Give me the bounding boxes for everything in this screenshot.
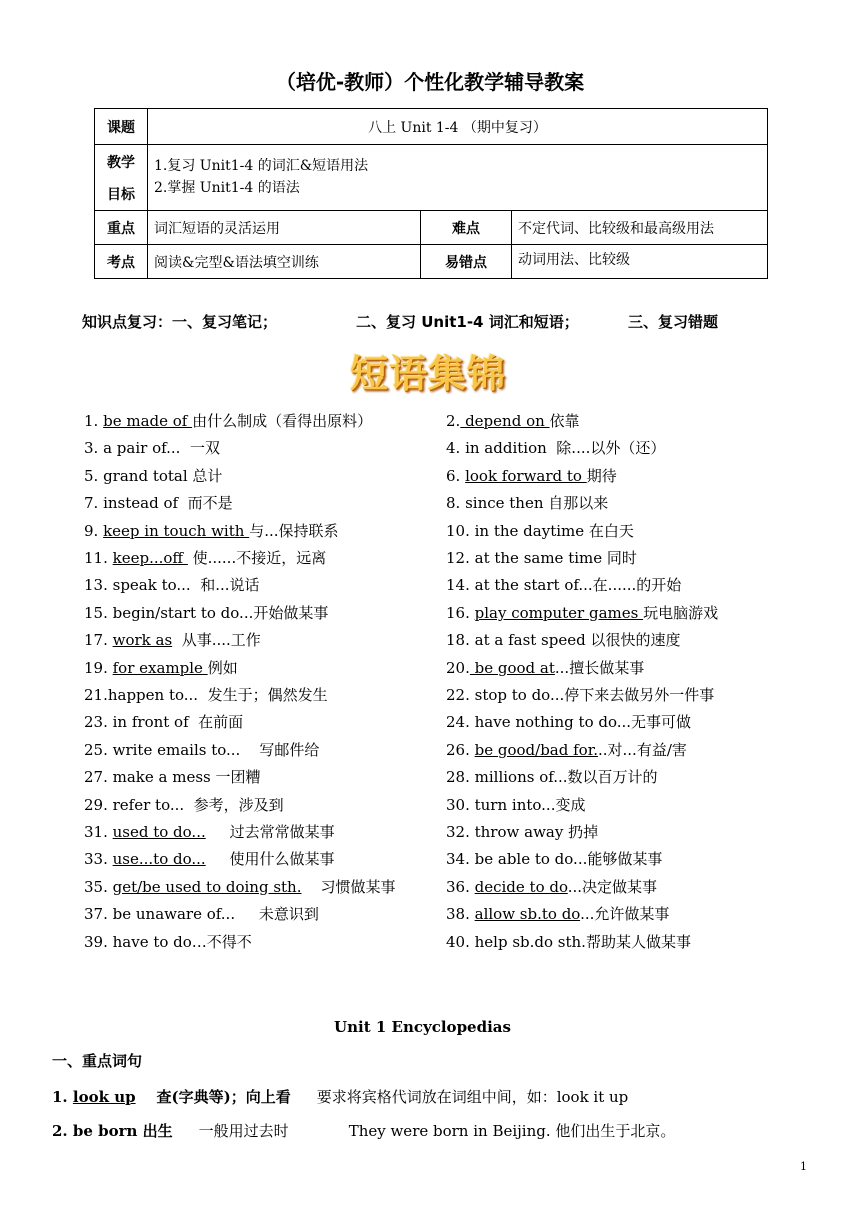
phrase-meaning: 使用什么做某事 [205,850,335,869]
goal-label [95,145,148,211]
exam-value: 阅读&完型&语法填空训练 [148,245,421,279]
phrase-prefix: 24. have nothing to do...无事可做 [446,713,692,732]
phrase-prefix: 3. a pair of... 一双 [84,439,220,458]
phrase-item-right [446,412,580,430]
phrase-item-right [446,823,598,841]
phrase-prefix: 2. [446,412,461,430]
phrase-item-left [84,850,335,868]
review-part-3: 三、复习错题 [628,313,719,331]
phrase-underlined: look forward to [465,466,587,485]
phrase-item-right [446,467,617,485]
phrase-prefix: 23. in front of 在前面 [84,713,244,732]
phrase-item-right [446,741,687,759]
phrase-underlined: used to do... [112,823,206,841]
phrase-item-right [446,878,657,896]
phrase-prefix: 35. [84,877,113,896]
key-item-1-num: 1. [52,1088,73,1106]
phrase-prefix: 29. refer to... 参考，涉及到 [84,795,284,814]
phrase-collection-banner: 短语集锦 [350,352,507,396]
goal-label-line-2: 目标 [107,186,135,203]
phrase-item-right [446,549,637,567]
phrase-item-left [84,439,220,457]
topic-value: 八上 Unit 1-4 （期中复习） [148,109,768,145]
lesson-info-table [94,108,768,279]
key-item-1-note: 要求将宾格代词放在词组中间，如：look it up [316,1088,629,1106]
phrase-item-left [84,878,396,896]
key-item-2-note-1: 一般用过去时 [198,1122,289,1140]
review-part-1: 知识点复习：一、复习笔记； [82,313,278,331]
phrase-underlined: decide to do [474,877,568,896]
key-value: 词汇短语的灵活运用 [148,211,421,245]
phrase-prefix: 28. millions of...数以百万计的 [446,768,658,787]
phrase-item-right [446,933,691,951]
phrase-prefix: 11. [84,549,113,567]
phrase-prefix: 13. speak to... 和...说话 [84,576,260,595]
key-item-2-phrase: 2. be born 出生 [52,1122,173,1140]
phrase-item-left [84,467,222,485]
phrase-item-left [84,686,328,704]
section-heading: 一、重点词句 [52,1052,143,1070]
unit-title: Unit 1 Encyclopedias [334,1018,511,1036]
key-label: 重点 [95,211,148,245]
goal-item-1: 1.复习 Unit1-4 的词汇&短语用法 [154,158,369,174]
phrase-meaning: 例如 [207,658,238,677]
phrase-item-right [446,604,718,622]
phrase-item-left [84,713,243,731]
phrase-underlined: keep in touch with [103,521,250,540]
phrase-item-left [84,494,233,512]
phrase-item-left [84,741,319,759]
phrase-prefix: 12. at the same time 同时 [446,549,637,567]
page-number: 1 [800,1160,807,1173]
phrase-item-right [446,905,669,923]
key-item-1 [52,1086,628,1107]
phrase-prefix: 38. [446,905,475,924]
phrase-underlined: play computer games [474,603,644,622]
difficult-label: 难点 [421,211,512,245]
phrase-underlined: for example [112,658,208,677]
phrase-prefix: 31. [84,823,113,841]
phrase-meaning: 依靠 [549,412,580,430]
topic-label: 课题 [95,109,148,145]
phrase-prefix: 16. [446,603,475,622]
phrase-prefix: 26. [446,740,475,759]
phrase-item-left [84,768,261,786]
phrase-meaning: 过去常常做某事 [205,823,335,841]
phrase-meaning: 使......不接近，远离 [187,549,327,567]
phrase-item-left [84,522,339,540]
phrase-underlined: be made of [103,412,193,430]
exam-label: 考点 [95,245,148,279]
phrase-prefix: 40. help sb.do sth.帮助某人做某事 [446,932,691,951]
phrase-meaning: 期待 [586,466,617,485]
goal-label-line-1: 教学 [107,154,135,171]
phrase-item-left [84,549,326,567]
phrase-prefix: 34. be able to do...能够做某事 [446,850,663,869]
phrase-prefix: 32. throw away 扔掉 [446,823,599,841]
phrase-item-left [84,576,260,594]
phrase-prefix: 17. [84,631,113,650]
phrase-meaning: ..对...有益/害 [597,740,687,759]
phrase-meaning: ...允许做某事 [580,905,670,924]
phrase-prefix: 22. stop to do...停下来去做另外一件事 [446,686,715,704]
phrase-prefix: 9. [84,521,104,540]
phrase-item-left [84,933,252,951]
phrase-underlined: be good/bad for. [474,740,598,759]
phrase-underlined: work as [112,631,173,650]
key-item-1-meaning: 查(字典等)；向上看 [135,1088,291,1106]
phrase-meaning: 与...保持联系 [249,521,339,540]
phrase-prefix: 18. at a fast speed 以很快的速度 [446,631,681,650]
phrase-prefix: 27. make a mess 一团糟 [84,768,261,787]
error-value: 动词用法、比较级 [512,245,768,279]
phrase-item-left [84,796,284,814]
phrase-item-left [84,412,372,430]
phrase-underlined: keep...off [112,549,188,567]
goal-item-2: 2.掌握 Unit1-4 的语法 [154,180,300,196]
phrase-prefix: 36. [446,877,475,896]
page-title: （培优-教师）个性化教学辅导教案 [275,70,585,94]
phrase-underlined: allow sb.to do [474,905,581,924]
phrase-prefix: 39. have to do…不得不 [84,932,252,951]
difficult-value: 不定代词、比较级和最高级用法 [512,211,768,245]
phrase-item-left [84,631,261,649]
phrase-item-right [446,494,608,512]
phrase-prefix: 7. instead of 而不是 [84,494,233,513]
phrase-item-right [446,522,634,540]
phrase-item-left [84,905,319,923]
phrase-prefix: 14. at the start of...在......的开始 [446,576,682,595]
phrase-prefix: 37. be unaware of... 未意识到 [84,905,319,924]
error-label: 易错点 [421,245,512,279]
phrase-prefix: 19. [84,658,113,677]
review-part-2: 二、复习 Unit1-4 词汇和短语； [356,313,579,331]
phrase-item-right [446,631,681,649]
phrase-prefix: 21.happen to... 发生于；偶然发生 [84,686,328,704]
phrase-meaning: ...擅长做某事 [554,658,645,677]
phrase-item-right [446,796,585,814]
phrase-prefix: 1. [84,412,104,430]
goal-value [148,145,768,211]
phrase-meaning: 由什么制成（看得出原料） [192,412,373,430]
phrase-prefix: 15. begin/start to do...开始做某事 [84,603,329,622]
phrase-underlined: use...to do... [112,850,206,869]
phrase-item-left [84,659,238,677]
phrase-item-right [446,439,665,457]
key-item-2-note-2: They were born in Beijing. 他们出生于北京。 [348,1122,676,1140]
phrase-item-right [446,576,681,594]
phrase-prefix: 5. grand total 总计 [84,466,223,485]
phrase-item-right [446,713,691,731]
phrase-underlined: depend on [460,412,550,430]
phrase-prefix: 20. [446,658,470,677]
phrase-prefix: 33. [84,850,113,869]
phrase-item-left [84,604,328,622]
phrase-item-right [446,686,714,704]
phrase-prefix: 8. since then 自那以来 [446,494,609,513]
phrase-prefix: 6. [446,466,466,485]
phrase-prefix: 10. in the daytime 在白天 [446,521,634,540]
key-item-1-phrase: look up [72,1088,136,1106]
key-item-2 [52,1120,675,1141]
phrase-meaning: 习惯做某事 [301,877,396,896]
phrase-prefix: 4. in addition 除....以外（还） [446,439,666,458]
phrase-underlined: get/be used to doing sth. [112,877,302,896]
phrase-meaning: 从事....工作 [172,631,261,650]
phrase-prefix: 25. write emails to... 写邮件给 [84,740,320,759]
phrase-meaning: 玩电脑游戏 [643,603,719,622]
phrase-prefix: 30. turn into...变成 [446,795,586,814]
phrase-item-right [446,659,644,677]
phrase-item-right [446,768,658,786]
phrase-meaning: ...决定做某事 [567,877,658,896]
phrase-underlined: be good at [469,658,555,677]
phrase-item-right [446,850,662,868]
phrase-item-left [84,823,335,841]
